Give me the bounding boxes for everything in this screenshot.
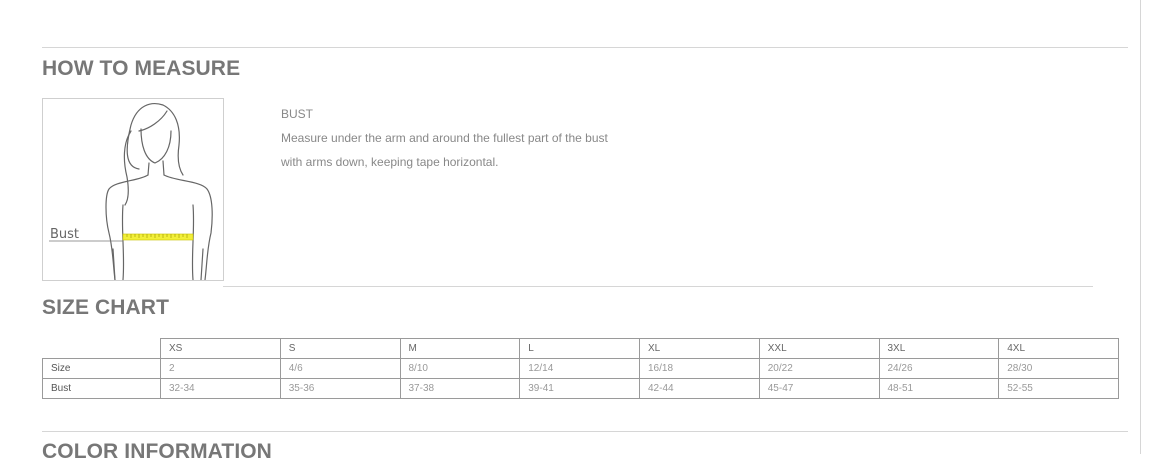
woman-figure-icon	[43, 99, 223, 280]
table-cell: 28/30	[999, 359, 1119, 379]
column-header: 4XL	[999, 339, 1119, 359]
table-cell: 35-36	[280, 379, 400, 399]
section-divider	[42, 47, 1128, 48]
how-to-measure-heading: HOW TO MEASURE	[42, 57, 241, 80]
bust-measure-illustration	[42, 98, 224, 281]
content-frame-border	[1140, 0, 1141, 454]
measure-section-title: BUST	[281, 107, 314, 121]
tape-measure-icon	[123, 234, 193, 240]
column-header: 3XL	[879, 339, 999, 359]
table-cell: 39-41	[520, 379, 640, 399]
column-header: XS	[161, 339, 281, 359]
table-row	[43, 379, 1119, 399]
table-cell: 24/26	[879, 359, 999, 379]
size-chart-header-row	[43, 339, 1119, 359]
table-cell: 4/6	[280, 359, 400, 379]
table-cell: 16/18	[640, 359, 760, 379]
column-header: L	[520, 339, 640, 359]
table-cell: 48-51	[879, 379, 999, 399]
table-cell: 37-38	[400, 379, 520, 399]
size-chart-table	[42, 338, 1119, 399]
table-cell: 8/10	[400, 359, 520, 379]
table-cell: 42-44	[640, 379, 760, 399]
table-cell: 45-47	[759, 379, 879, 399]
measure-line-2: with arms down, keeping tape horizontal.	[281, 155, 499, 169]
measure-line-1: Measure under the arm and around the fullest part of the bust	[281, 131, 608, 145]
size-chart-heading: SIZE CHART	[42, 296, 169, 319]
row-label: Size	[43, 359, 161, 379]
table-corner-cell	[43, 339, 161, 359]
table-cell: 20/22	[759, 359, 879, 379]
section-divider	[223, 286, 1093, 287]
color-information-heading: COLOR INFORMATION	[42, 440, 272, 463]
table-row	[43, 359, 1119, 379]
column-header: M	[400, 339, 520, 359]
table-cell: 52-55	[999, 379, 1119, 399]
table-cell: 32-34	[161, 379, 281, 399]
measure-instructions	[281, 102, 608, 174]
bust-figure-label: Bust	[50, 227, 80, 242]
column-header: XL	[640, 339, 760, 359]
row-label: Bust	[43, 379, 161, 399]
column-header: XXL	[759, 339, 879, 359]
table-cell: 12/14	[520, 359, 640, 379]
section-divider	[42, 431, 1128, 432]
table-cell: 2	[161, 359, 281, 379]
column-header: S	[280, 339, 400, 359]
